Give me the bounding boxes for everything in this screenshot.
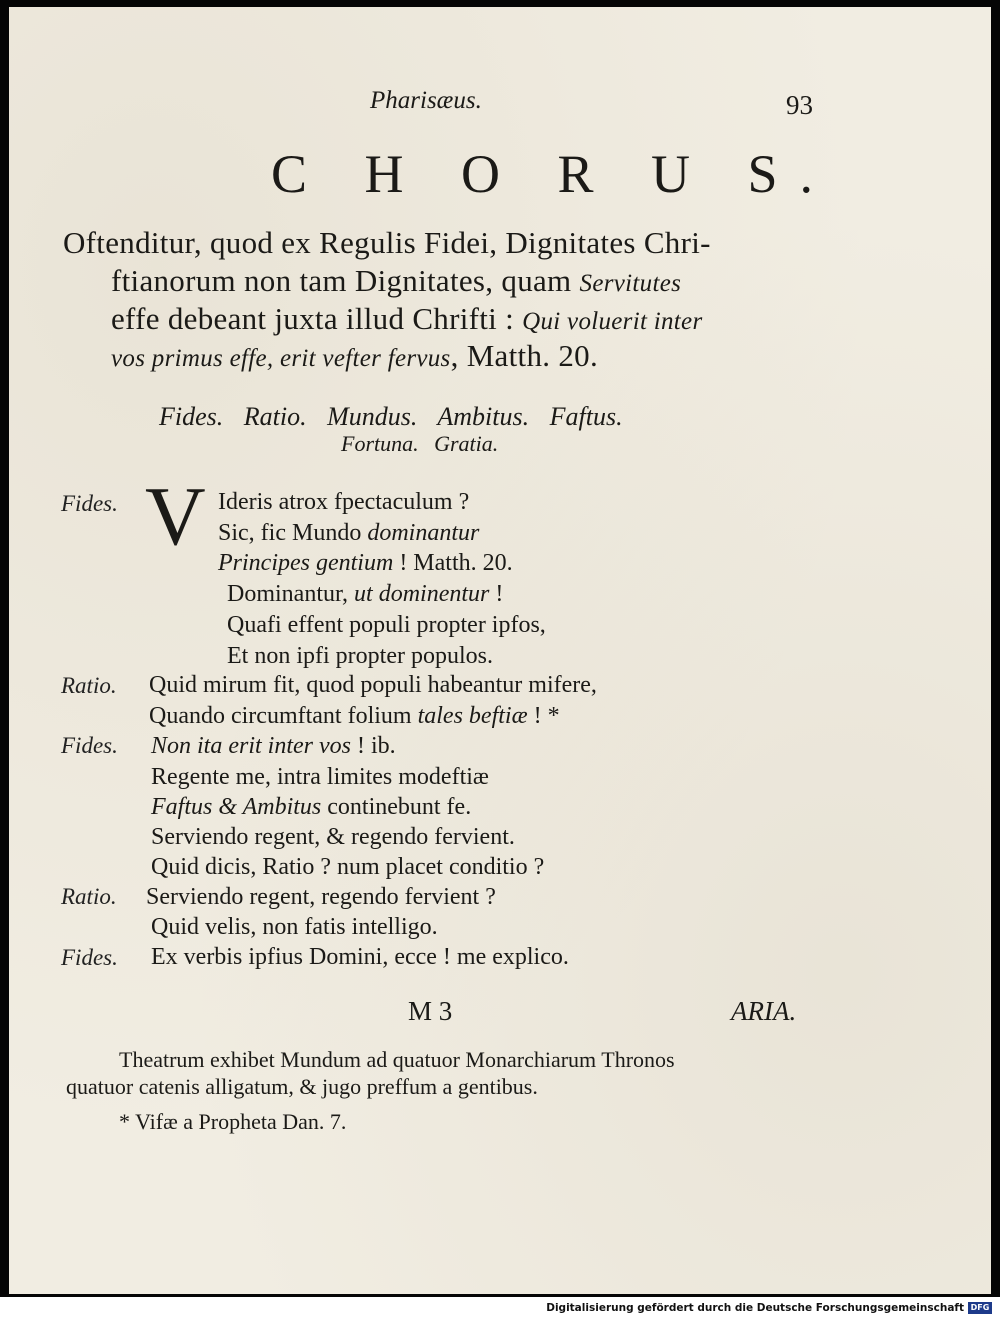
book-page [9, 7, 991, 1294]
verse-line: Ideris atrox fpectaculum ? [218, 489, 470, 515]
verse-line: Quid mirum fit, quod populi habeantur mifere, [149, 672, 597, 698]
dfg-logo: DFG [968, 1302, 992, 1314]
footnote-line-2: quatuor catenis alligatum, & jugo preffum a gentibus. [66, 1074, 538, 1099]
speaker-label: Fides. [61, 491, 118, 516]
verse-text: ! [489, 581, 504, 607]
verse-line: Serviendo regent, regendo fervient ? [146, 884, 496, 910]
verse-italic: Principes gentium [218, 550, 394, 576]
verse-italic: Faftus & Ambitus [151, 794, 322, 820]
dramatis-personae-line-2: Fortuna. Gratia. [341, 431, 499, 456]
catchword: ARIA. [731, 996, 797, 1026]
running-head: Pharisæus. [370, 87, 482, 114]
speaker-label: Ratio. [61, 884, 117, 909]
drop-cap: V [145, 470, 206, 563]
verse-text: continebunt fe. [321, 794, 472, 820]
argument-line-2-italic: Servitutes [579, 270, 682, 297]
speaker-label: Ratio. [61, 673, 117, 698]
verse-line: Quafi effent populi propter ipfos, [227, 612, 546, 638]
speaker-label: Fides. [61, 733, 118, 758]
funding-credit: Digitalisierung gefördert durch die Deutsche Forschungsgemeinschaft [546, 1302, 964, 1314]
argument-line-3 [111, 301, 702, 337]
argument-line-2 [111, 263, 681, 299]
signature-mark: M 3 [408, 996, 453, 1026]
argument-line-1: Oftenditur, quod ex Regulis Fidei, Dignitates Chri- [63, 225, 711, 260]
verse-line: Regente me, intra limites modeftiæ [151, 764, 489, 790]
verse-line [151, 794, 471, 821]
verse-line: Quid dicis, Ratio ? num placet conditio ? [151, 854, 545, 880]
verse-italic: Non ita erit inter vos [151, 733, 351, 759]
verse-line: Quid velis, non fatis intelligo. [151, 914, 438, 940]
verse-italic: ut dominentur [354, 581, 490, 607]
speaker-label: Fides. [61, 945, 118, 970]
verse-line: Serviendo regent, & regendo fervient. [151, 824, 515, 850]
verse-text: ! ib. [351, 733, 396, 759]
argument-line-3-italic: Qui voluerit inter [522, 308, 703, 335]
verse-line [149, 703, 560, 730]
verse-italic: dominantur [367, 520, 480, 546]
verse-line: Ex verbis ipfius Domini, ecce ! me explico. [151, 944, 569, 970]
footnote-line-1: Theatrum exhibet Mundum ad quatuor Monarchiarum Thronos [119, 1047, 675, 1072]
verse-line [218, 520, 479, 547]
argument-line-4 [111, 338, 598, 374]
page-number: 93 [786, 90, 813, 120]
chorus-title: C H O R U S. [271, 144, 836, 204]
verse-text: Quando circumftant folium [149, 703, 418, 729]
verse-italic: tales beftiæ [417, 703, 528, 729]
verse-line: Et non ipfi propter populos. [227, 643, 493, 669]
verse-text: Sic, fic Mundo [218, 520, 368, 546]
verse-line [227, 581, 503, 608]
verse-line [151, 733, 396, 760]
footnote-line-3: * Vifæ a Propheta Dan. 7. [119, 1109, 347, 1134]
argument-line-4-text: , Matth. 20. [450, 338, 598, 373]
argument-line-3-text: effe debeant juxta illud Chrifti : [111, 301, 523, 336]
argument-line-2-text: ftianorum non tam Dignitates, quam [111, 263, 580, 298]
verse-text: Dominantur, [227, 581, 355, 607]
verse-text: ! * [527, 703, 560, 729]
argument-line-4-italic: vos primus effe, erit vefter fervus [111, 345, 451, 372]
verse-text: ! Matth. 20. [393, 550, 513, 576]
verse-line [218, 550, 513, 577]
dramatis-personae-line-1: Fides. Ratio. Mundus. Ambitus. Faftus. [159, 402, 623, 431]
